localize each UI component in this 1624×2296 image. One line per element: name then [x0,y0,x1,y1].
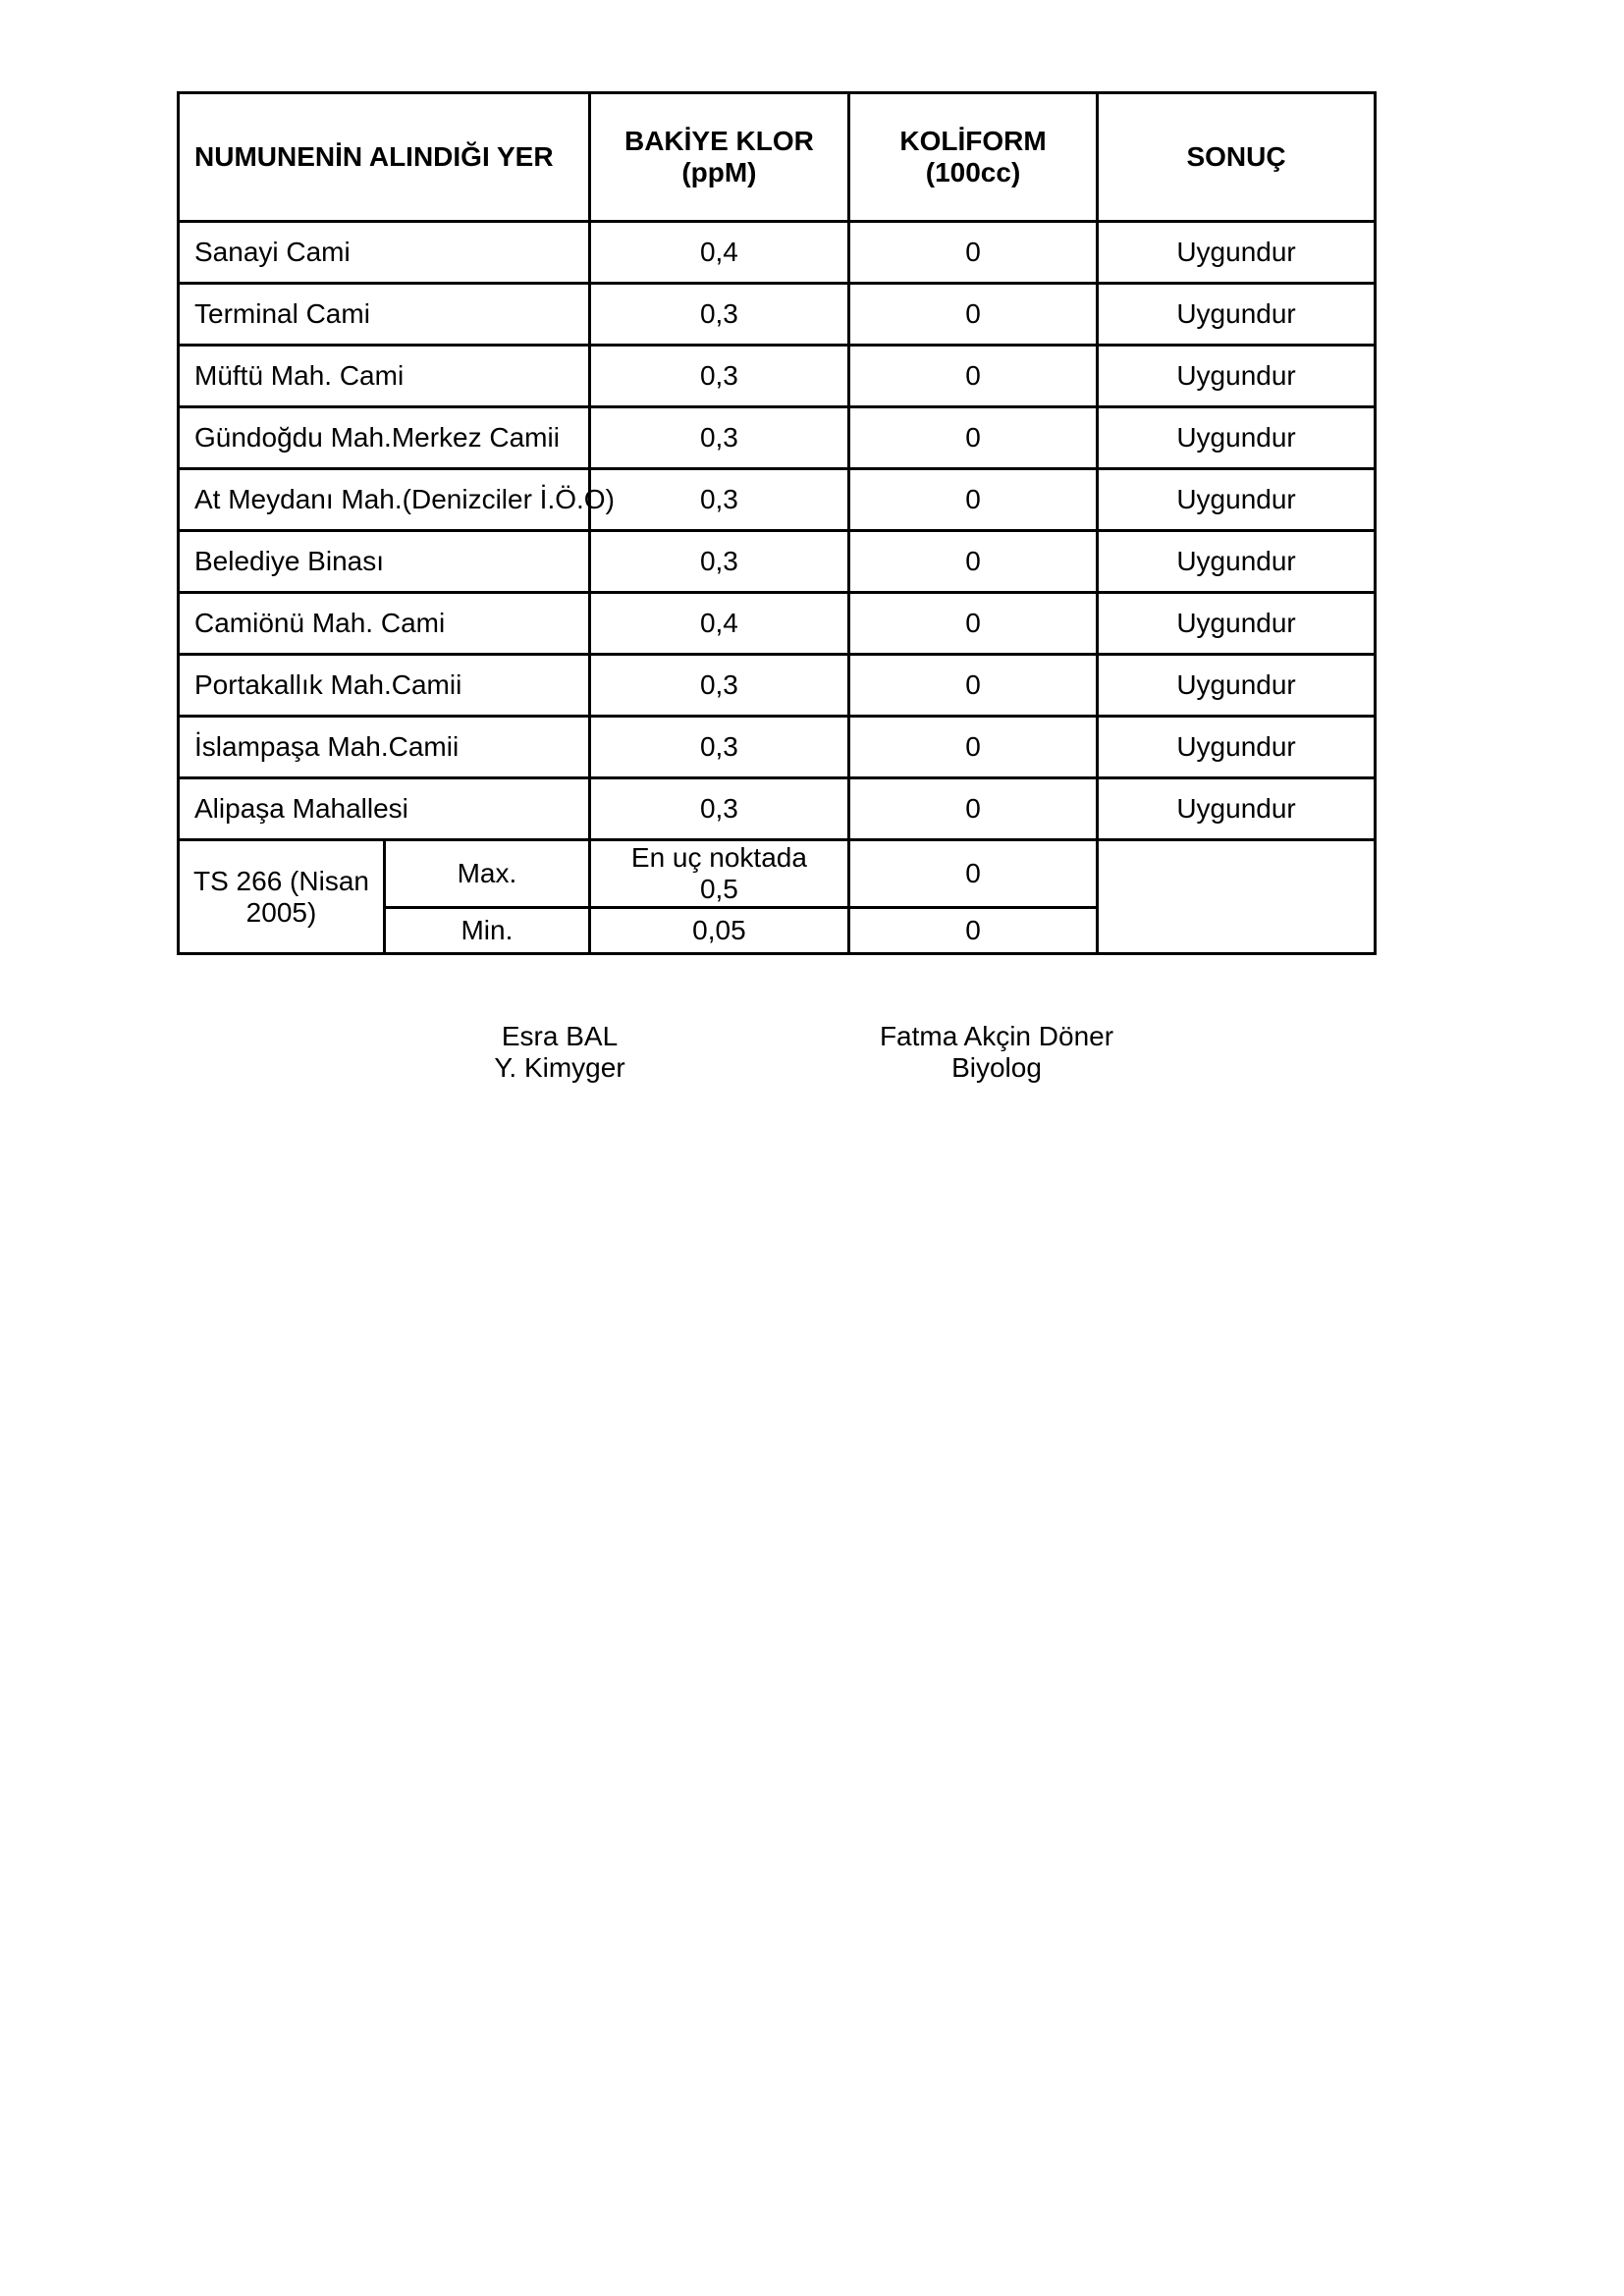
cell-place: Alipaşa Mahallesi [179,778,590,840]
signature-left [452,1021,668,1084]
signature-right-title: Biyolog [951,1052,1042,1083]
cell-result: Uygundur [1098,284,1376,346]
standard-max-row [179,840,1376,908]
table-row [179,407,1376,469]
cell-coliform: 0 [848,222,1097,284]
cell-coliform: 0 [848,717,1097,778]
signature-right-name: Fatma Akçin Döner [879,1021,1114,1051]
header-sample-location: NUMUNENİN ALINDIĞI YER [179,93,590,222]
table-row [179,346,1376,407]
signature-left-title: Y. Kimyger [494,1052,625,1083]
cell-place: Portakallık Mah.Camii [179,655,590,717]
table-row [179,469,1376,531]
header-coliform-unit: (100cc) [925,157,1021,187]
cell-coliform: 0 [848,593,1097,655]
cell-coliform: 0 [848,531,1097,593]
cell-place: Terminal Cami [179,284,590,346]
cell-place: Camiönü Mah. Cami [179,593,590,655]
cell-chlorine: 0,3 [589,655,848,717]
cell-coliform: 0 [848,284,1097,346]
standard-min-coliform: 0 [848,908,1097,954]
cell-chlorine: 0,3 [589,531,848,593]
cell-chlorine: 0,3 [589,284,848,346]
cell-chlorine: 0,4 [589,222,848,284]
cell-coliform: 0 [848,407,1097,469]
cell-coliform: 0 [848,778,1097,840]
cell-result: Uygundur [1098,407,1376,469]
cell-result: Uygundur [1098,717,1376,778]
cell-place: Gündoğdu Mah.Merkez Camii [179,407,590,469]
standard-max-chlorine-value: 0,5 [699,874,738,904]
standard-min-label: Min. [384,908,589,954]
cell-place: İslampaşa Mah.Camii [179,717,590,778]
cell-chlorine: 0,3 [589,778,848,840]
cell-place: Belediye Binası [179,531,590,593]
standard-max-label: Max. [384,840,589,908]
cell-result: Uygundur [1098,469,1376,531]
header-residual-chlorine-unit: (ppM) [681,157,757,187]
cell-result: Uygundur [1098,655,1376,717]
table-row [179,778,1376,840]
header-coliform-label: KOLİFORM [899,126,1047,156]
cell-result: Uygundur [1098,222,1376,284]
table-row [179,284,1376,346]
cell-result: Uygundur [1098,531,1376,593]
table-row [179,717,1376,778]
cell-chlorine: 0,4 [589,593,848,655]
table-header-row [179,93,1376,222]
header-result: SONUÇ [1098,93,1376,222]
cell-coliform: 0 [848,469,1097,531]
cell-chlorine: 0,3 [589,717,848,778]
cell-chlorine: 0,3 [589,407,848,469]
table-row [179,655,1376,717]
cell-coliform: 0 [848,655,1097,717]
header-residual-chlorine [589,93,848,222]
signature-left-name: Esra BAL [501,1021,619,1051]
table-row [179,222,1376,284]
signature-right [854,1021,1139,1084]
cell-chlorine: 0,3 [589,346,848,407]
cell-coliform: 0 [848,346,1097,407]
header-residual-chlorine-label: BAKİYE KLOR [623,126,814,156]
cell-chlorine: 0,3 [589,469,848,531]
standard-max-chlorine-note: En uç noktada [630,842,807,873]
cell-result: Uygundur [1098,593,1376,655]
cell-result: Uygundur [1098,346,1376,407]
standard-max-chlorine [589,840,848,908]
water-analysis-table [177,91,1377,955]
standard-name: TS 266 (Nisan 2005) [179,840,385,954]
standard-result-empty [1098,840,1376,954]
table-row [179,531,1376,593]
header-coliform [848,93,1097,222]
standard-min-chlorine: 0,05 [589,908,848,954]
standard-max-coliform: 0 [848,840,1097,908]
table-row [179,593,1376,655]
cell-place: Sanayi Cami [179,222,590,284]
cell-place: Müftü Mah. Cami [179,346,590,407]
cell-place: At Meydanı Mah.(Denizciler İ.Ö.O) [179,469,590,531]
cell-result: Uygundur [1098,778,1376,840]
